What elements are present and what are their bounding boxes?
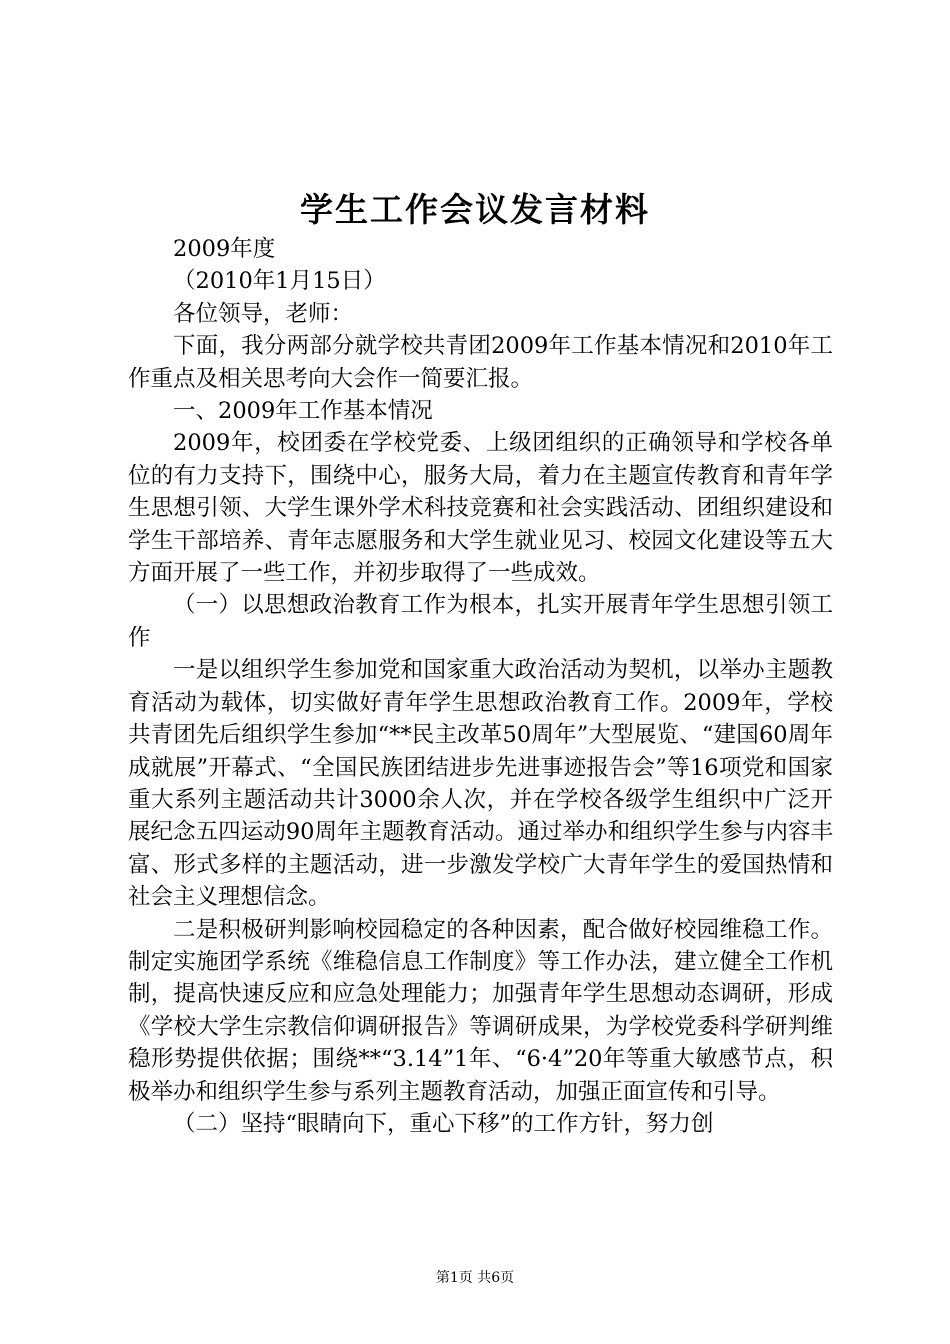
paragraph-year: 2009年度 [173,236,276,262]
section-heading-1: 一、2009年工作基本情况 [173,398,433,425]
paragraph-intro: 下面，我分两部分就学校共青团2009年工作基本情况和2010年工作重点及相关思考向大会作一简要汇报。 [128,333,833,392]
subsection-heading-2: （二）坚持“眼睛向下，重心下移”的工作方针，努力创 [173,1110,714,1137]
paragraph-overview: 2009年，校团委在学校党委、上级团组织的正确领导和学校各单位的有力支持下，围绕中心，服务大局，着力在主题宣传教育和青年学生思想引领、大学生课外学术科技竞赛和社会实践活动、团组织建设和学生干部培养、青年志愿服务和大学生就业见习、校园文化建设等五大方面开展了一些工作，并初步取得了一些成效。 [128,430,833,587]
paragraph-item-1: 一是以组织学生参加党和国家重大政治活动为契机，以举办主题教育活动为载体，切实做好青年学生思想政治教育工作。2009年，学校共青团先后组织学生参加“**民主改革50周年”大型展览、“建国60周年成就展”开幕式、“全国民族团结进步先进事迹报告会”等16项党和国家重大系列主题活动共计3000余人次，并在学校各级学生组织中广泛开展纪念五四运动90周年主题教育活动。通过举办和组织学生参与内容丰富、形式多样的主题活动，进一步激发学校广大青年学生的爱国热情和社会主义理想信念。 [128,657,833,911]
document-body [128,233,833,1140]
paragraph-date: （2010年1月15日） [173,268,386,295]
document-title: 学生工作会议发言材料 [300,190,650,229]
page-footer: 第1页 共6页 [435,1270,515,1286]
paragraph-item-2: 二是积极研判影响校园稳定的各种因素，配合做好校园维稳工作。制定实施团学系统《维稳信息工作制度》等工作办法，建立健全工作机制，提高快速反应和应急处理能力；加强青年学生思想动态调研，形成《学校大学生宗教信仰调研报告》等调研成果，为学校党委科学研判维稳形势提供依据；围绕**“3.14”1年、“6·4”20年等重大敏感节点，积极举办和组织学生参与系列主题教育活动，加强正面宣传和引导。 [128,916,833,1105]
paragraph-salutation: 各位领导，老师： [173,300,354,327]
subsection-heading-1: （一）以思想政治教育工作为根本，扎实开展青年学生思想引领工作 [128,592,833,651]
